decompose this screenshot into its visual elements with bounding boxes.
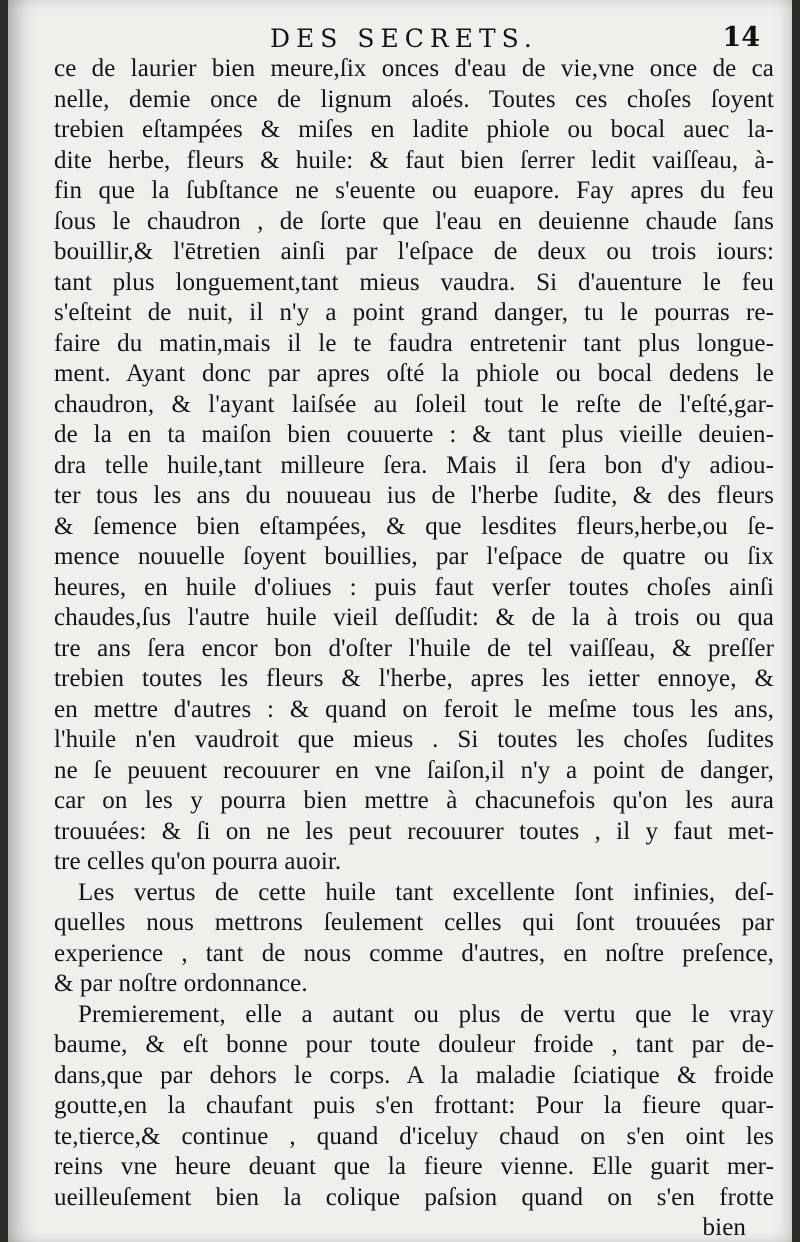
text-line: ment. Ayant donc par apres oſté la phiole ou bocal dedens le	[54, 360, 774, 387]
page-header	[8, 24, 792, 58]
text-line: tre ans ſera encor bon d'oſter l'huile de tel vaiſſeau, & preſſer	[54, 634, 774, 662]
text-line: & ſemence bien eſtampées, & que lesdites fleurs,herbe,ou ſe-	[54, 512, 774, 540]
text-line: tant plus longuement,tant mieus vaudra. Si d'auenture le feu	[54, 268, 774, 296]
text-line: goutte,en la chaufant puis s'en frottant: Pour la fieure quar-	[54, 1092, 774, 1119]
text-line: trebien toutes les fleurs & l'herbe, apres les ietter ennoye, &	[54, 665, 774, 692]
text-line: faire du matin,mais il le te faudra entretenir tant plus longue-	[54, 329, 774, 357]
text-line: trouuées: & ſi on ne les peut recouurer toutes , il y faut met-	[54, 817, 774, 845]
text-line: ſous le chaudron , de ſorte que l'eau en deuienne chaude ſans	[54, 207, 774, 235]
text-line: ne ſe peuuent recouurer en vne ſaiſon,il n'y a point de danger,	[54, 756, 774, 784]
book-page	[8, 0, 792, 1242]
text-line: dite herbe, fleurs & huile: & faut bien ſerrer ledit vaiſſeau, à-	[54, 146, 774, 174]
text-line: quelles nous mettrons ſeulement celles qui ſont trouuées par	[54, 909, 774, 936]
text-line: chaudes,ſus l'autre huile vieil deſſudit: & de la à trois ou qua	[54, 604, 774, 631]
text-line: baume, & eſt bonne pour toute douleur froide , tant par de-	[54, 1031, 774, 1058]
text-line: de la en ta maiſon bien couuerte : & tant plus vieille deuien-	[54, 421, 774, 448]
text-line: experience , tant de nous comme d'autres, en noſtre preſence,	[54, 939, 774, 967]
text-line: te,tierce,& continue , quand d'iceluy chaud on s'en oint les	[54, 1122, 774, 1150]
text-line: tre celles qu'on pourra auoir.	[54, 848, 342, 875]
text-line: ce de laurier bien meure,ſix onces d'eau de vie,vne once de ca	[54, 55, 774, 82]
text-line: bouillir,& l'ētretien ainſi par l'eſpace de deux ou trois iours:	[54, 238, 774, 265]
text-line: car on les y pourra bien mettre à chacunefois qu'on les aura	[54, 787, 774, 814]
text-line: en mettre d'autres : & quand on feroit le meſme tous les ans,	[54, 695, 774, 723]
text-line: ueilleuſement bien la colique paſsion quand on s'en frotte	[54, 1183, 774, 1211]
text-line: trebien eſtampées & miſes en ladite phiole ou bocal auec la-	[54, 116, 774, 143]
page-number: 14	[722, 22, 760, 53]
text-line: Premierement, elle a autant ou plus de vertu que le vray	[78, 1000, 774, 1028]
text-line: Les vertus de cette huile tant excellente ſont infinies, deſ-	[78, 878, 774, 906]
text-line: reins vne heure deuant que la fieure vienne. Elle guarit mer-	[54, 1153, 774, 1180]
text-line: nelle, demie once de lignum aloés. Toutes ces choſes ſoyent	[54, 85, 774, 113]
text-line: heures, en huile d'oliues : puis faut verſer toutes choſes ainſi	[54, 573, 774, 601]
text-line: chaudron, & l'ayant laiſsée au ſoleil tout le reſte de l'eſté,gar-	[54, 390, 774, 418]
text-line: l'huile n'en vaudroit que mieus . Si toutes les choſes ſudites	[54, 726, 774, 753]
text-line: & par noſtre ordonnance.	[54, 970, 308, 997]
running-title: DES SECRETS.	[270, 24, 538, 53]
text-line: s'eſteint de nuit, il n'y a point grand danger, tu le pourras re-	[54, 299, 774, 326]
text-line: dans,que par dehors le corps. A la maladie ſciatique & froide	[54, 1061, 774, 1089]
text-line: ter tous les ans du nouueau ius de l'herbe ſudite, & des fleurs	[54, 482, 774, 509]
body-text	[54, 54, 774, 1242]
text-line: fin que la ſubſtance ne s'euente ou euapore. Fay apres du feu	[54, 177, 774, 204]
text-line: dra telle huile,tant milleure ſera. Mais il ſera bon d'y adiou-	[54, 451, 774, 479]
text-line: bien	[702, 1214, 746, 1241]
text-line: mence nouuelle ſoyent bouillies, par l'eſpace de quatre ou ſix	[54, 543, 774, 570]
